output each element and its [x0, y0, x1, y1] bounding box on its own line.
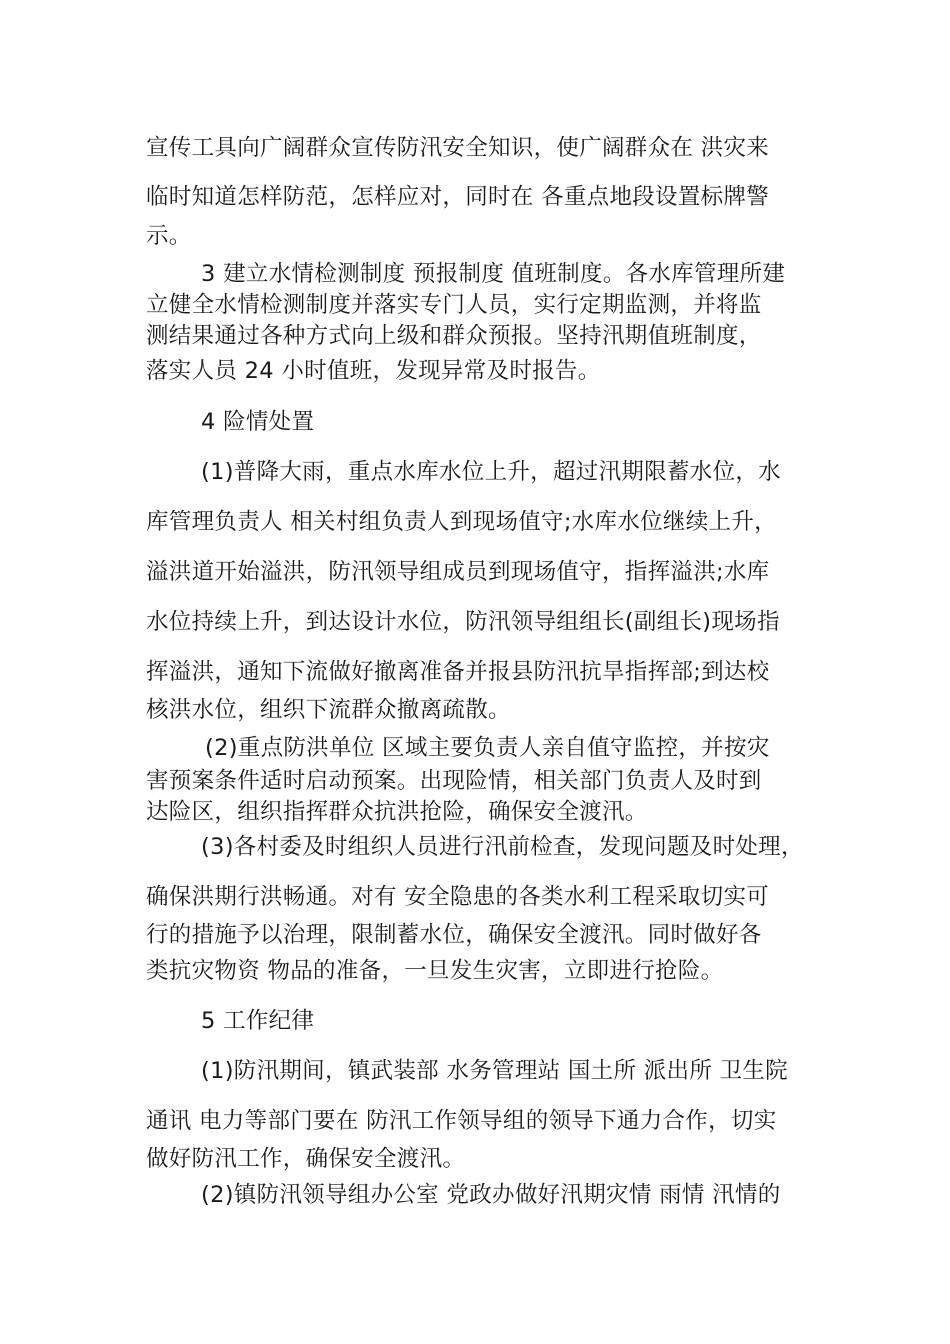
text-line: 确保洪期行洪畅通。对有 安全隐患的各类水利工程采取切实可: [146, 884, 770, 910]
section-heading: 4 险情处置: [201, 409, 315, 435]
text-line: 行的措施予以治理，限制蓄水位，确保安全渡汛。同时做好各: [146, 922, 762, 948]
text-line: 3 建立水情检测制度 预报制度 值班制度。各水库管理所建: [201, 261, 786, 287]
text-line: 落实人员 24 小时值班，发现异常及时报告。: [146, 358, 601, 384]
text-line: 宣传工具向广阔群众宣传防汛安全知识，使广阔群众在 洪灾来: [146, 135, 770, 161]
text-line: 立健全水情检测制度并落实专门人员，实行定期监测，并将监: [146, 292, 762, 318]
section-heading: 5 工作纪律: [201, 1008, 315, 1034]
text-line: 溢洪道开始溢洪，防汛领导组成员到现场值守，指挥溢洪;水库: [146, 559, 770, 585]
text-line: 库管理负责人 相关村组负责人到现场值守;水库水位继续上升，: [146, 509, 777, 535]
text-line: 达险区，组织指挥群众抗洪抢险，确保安全渡汛。: [146, 799, 648, 825]
text-line: 害预案条件适时启动预案。出现险情，相关部门负责人及时到: [146, 768, 762, 794]
text-line: 示。: [146, 223, 192, 249]
text-line: (2)重点防洪单位 区域主要负责人亲自值守监控，并按灾: [205, 735, 770, 761]
text-line: 临时知道怎样防范，怎样应对，同时在 各重点地段设置标牌警: [146, 184, 770, 210]
text-line: 通讯 电力等部门要在 防汛工作领导组的领导下通力合作，切实: [146, 1108, 777, 1134]
text-line: (1)防汛期间，镇武装部 水务管理站 国土所 派出所 卫生院: [201, 1058, 788, 1084]
text-line: (3)各村委及时组织人员进行汛前检查，发现问题及时处理，: [201, 834, 804, 860]
text-line: 测结果通过各种方式向上级和群众预报。坚持汛期值班制度，: [146, 323, 762, 349]
text-line: (1)普降大雨，重点水库水位上升，超过汛期限蓄水位，水: [201, 459, 781, 485]
text-line: 做好防汛工作，确保安全渡汛。: [146, 1146, 466, 1172]
text-line: 类抗灾物资 物品的准备，一旦发生灾害，立即进行抢险。: [146, 958, 724, 984]
text-line: 水位持续上升，到达设计水位，防汛领导组组长(副组长)现场指: [146, 609, 780, 635]
text-line: (2)镇防汛领导组办公室 党政办做好汛期灾情 雨情 汛情的: [201, 1182, 781, 1208]
text-line: 挥溢洪，通知下流做好撤离准备并报县防汛抗旱指挥部;到达校: [146, 659, 770, 685]
text-line: 核洪水位，组织下流群众撤离疏散。: [146, 697, 511, 723]
